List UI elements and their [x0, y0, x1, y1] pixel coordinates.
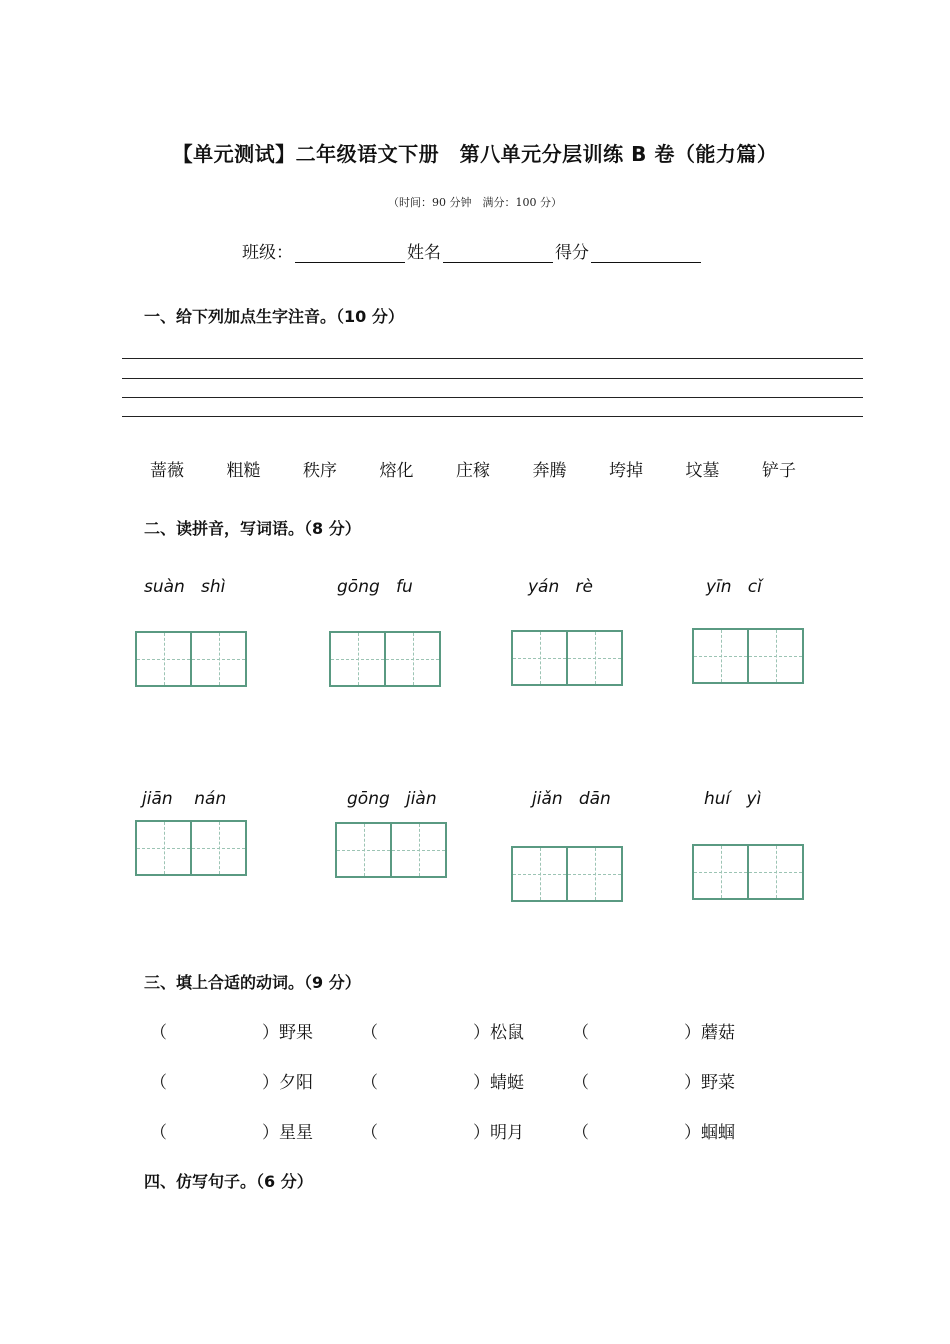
tian-grid-box[interactable] [692, 628, 804, 684]
pinyin-prompt: suàn shì [144, 577, 226, 597]
writing-line[interactable] [122, 397, 863, 398]
fill-blank-item[interactable]: （ ） 明月 [361, 1118, 572, 1143]
score-blank[interactable] [591, 244, 701, 263]
tian-grid-box[interactable] [329, 631, 441, 687]
fill-word: 蜻蜓 [490, 1073, 524, 1093]
fill-blank-item[interactable]: （ ） 野菜 [572, 1068, 783, 1093]
fill-row [150, 1018, 783, 1043]
fill-blank-item[interactable]: （ ） 松鼠 [361, 1018, 572, 1043]
pinyin-prompt: gōng fu [337, 577, 413, 597]
fill-word: 蝈蝈 [701, 1123, 735, 1143]
student-info-row [242, 238, 703, 263]
tian-grid-box[interactable] [511, 630, 623, 686]
fill-word: 星星 [279, 1123, 313, 1143]
fill-word: 明月 [490, 1123, 524, 1143]
pinyin-prompt: jiǎn dān [532, 789, 611, 809]
section-2-title: 二、读拼音，写词语。（8 分） [144, 519, 361, 538]
class-blank[interactable] [295, 244, 405, 263]
page-title: 【单元测试】二年级语文下册 第八单元分层训练 B 卷（能力篇） [172, 142, 778, 166]
pinyin-prompt: yán rè [528, 577, 593, 597]
fill-blank-item[interactable]: （ ） 蘑菇 [572, 1018, 783, 1043]
tian-grid-box[interactable] [135, 820, 247, 876]
fill-blank-item[interactable]: （ ） 蜻蜓 [361, 1068, 572, 1093]
tian-grid-box[interactable] [335, 822, 447, 878]
fill-word: 蘑菇 [701, 1023, 735, 1043]
fill-row [150, 1068, 783, 1093]
tian-grid-box[interactable] [692, 844, 804, 900]
word-item: 庄稼 [456, 461, 490, 481]
fill-blank-item[interactable]: （ ） 野果 [150, 1018, 361, 1043]
word-item: 蔷薇 [150, 461, 184, 481]
pinyin-prompt: huí yì [704, 789, 762, 809]
class-label: 班级： [242, 243, 293, 263]
writing-line[interactable] [122, 358, 863, 359]
tian-grid-box[interactable] [511, 846, 623, 902]
word-item: 秩序 [303, 461, 337, 481]
fill-row [150, 1118, 783, 1143]
fill-word: 夕阳 [279, 1073, 313, 1093]
section-4-title: 四、仿写句子。（6 分） [144, 1172, 313, 1191]
name-blank[interactable] [443, 244, 553, 263]
word-item: 垮掉 [609, 461, 643, 481]
score-label: 得分 [555, 243, 589, 263]
name-label: 姓名 [407, 243, 441, 263]
word-item: 奔腾 [532, 461, 567, 481]
section-1-title: 一、给下列加点生字注音。（10 分） [144, 307, 404, 326]
fill-word: 松鼠 [490, 1023, 524, 1043]
writing-line[interactable] [122, 416, 863, 417]
writing-line[interactable] [122, 378, 863, 379]
fill-blank-item[interactable]: （ ） 蝈蝈 [572, 1118, 783, 1143]
fill-blank-item[interactable]: （ ） 夕阳 [150, 1068, 361, 1093]
fill-word: 野果 [279, 1023, 313, 1043]
fill-blank-item[interactable]: （ ） 星星 [150, 1118, 361, 1143]
section-3-title: 三、填上合适的动词。（9 分） [144, 973, 361, 992]
fill-word: 野菜 [701, 1073, 735, 1093]
tian-grid-box[interactable] [135, 631, 247, 687]
pinyin-prompt: yīn cǐ [706, 577, 762, 597]
pinyin-prompt: jiān nán [142, 789, 227, 809]
word-item: 铲子 [762, 461, 796, 481]
exam-meta: （时间：90 分钟 满分：100 分） [388, 196, 562, 209]
word-item: 熔化 [379, 461, 414, 481]
word-item: 粗糙 [226, 461, 261, 481]
word-item: 坟墓 [685, 461, 720, 481]
pinyin-prompt: gōng jiàn [347, 789, 437, 809]
word-list [150, 456, 839, 481]
